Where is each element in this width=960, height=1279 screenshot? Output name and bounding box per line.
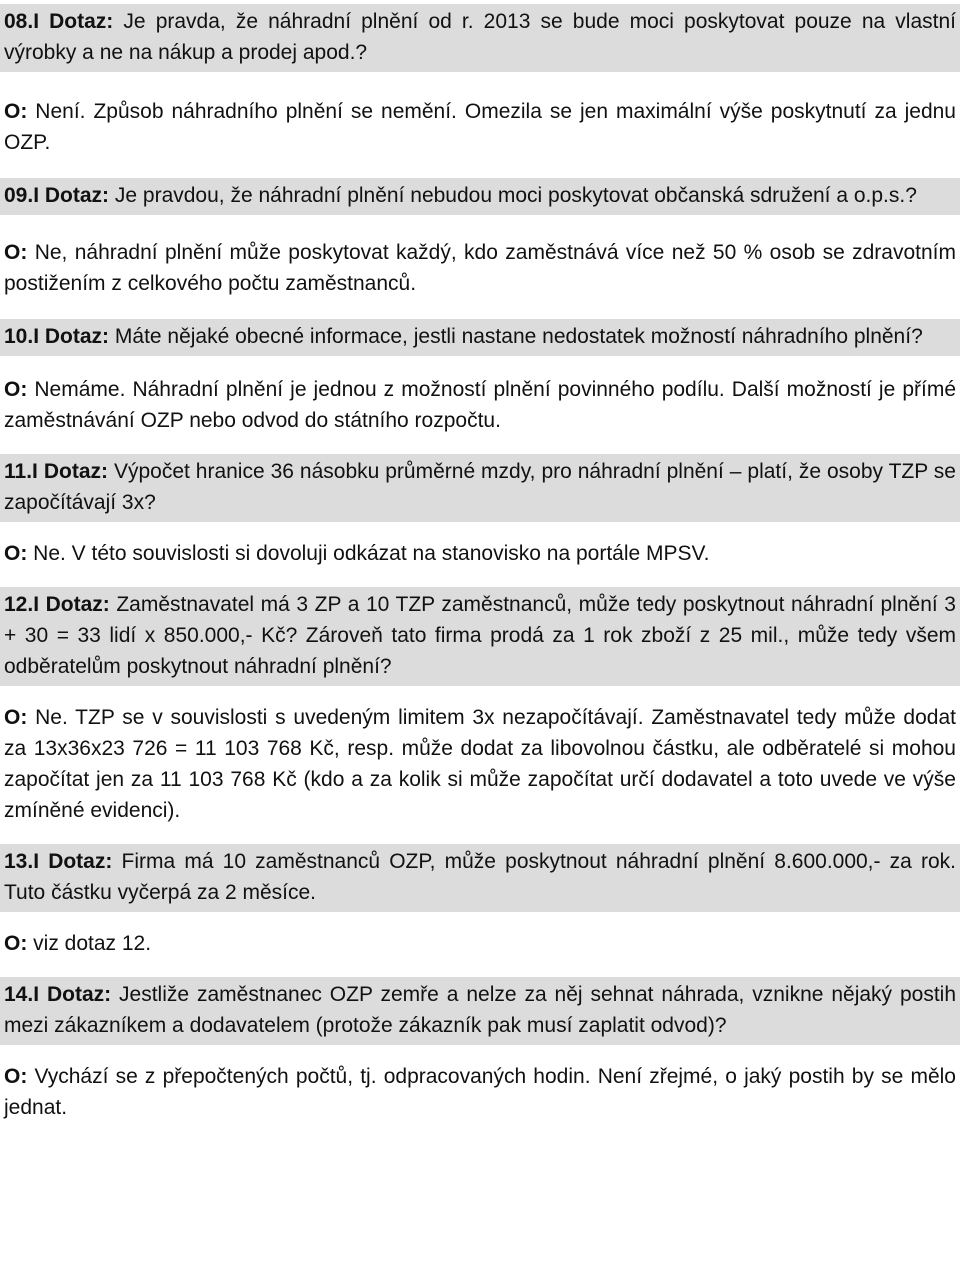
question-14 [0, 977, 960, 1045]
question-label: Dotaz: [49, 10, 114, 33]
question-label: Dotaz: [45, 593, 110, 616]
question-number: 08.I [4, 10, 40, 33]
answer-10 [0, 372, 960, 440]
question-label: Dotaz: [44, 184, 110, 207]
question-13 [0, 844, 960, 912]
question-09 [0, 178, 960, 215]
question-08 [0, 4, 960, 72]
answer-text: Ne. V této souvislosti si dovoluji odkázat na stanovisko na portále MPSV. [33, 542, 710, 565]
answer-text: viz dotaz 12. [33, 932, 152, 955]
question-12 [0, 587, 960, 686]
answer-label: O: [4, 100, 28, 123]
answer-label: O: [4, 542, 28, 565]
question-label: Dotaz: [44, 325, 110, 348]
answer-text: Nemáme. Náhradní plnění je jednou z možností plnění povinného podílu. Další možností je přímé zaměstnávání OZP nebo odvod do státního rozpočtu. [4, 378, 957, 432]
answer-label: O: [4, 241, 28, 264]
question-text: Je pravdou, že náhradní plnění nebudou moci poskytovat občanská sdružení a o.p.s.? [114, 184, 917, 207]
answer-13 [0, 926, 960, 963]
question-text: Je pravda, že náhradní plnění od r. 2013 se bude moci poskytovat pouze na vlastní výrobky a ne na nákup a prodej apod.? [4, 10, 956, 64]
question-number: 12.I [4, 593, 40, 616]
answer-label: O: [4, 706, 28, 729]
question-label: Dotaz: [43, 460, 108, 483]
answer-label: O: [4, 378, 28, 401]
question-number: 13.I [4, 850, 40, 873]
answer-text: Ne. TZP se v souvislosti s uvedeným limitem 3x nezapočítávají. Zaměstnavatel tedy může dodat za 13x36x23 726 = 11 103 768 Kč, resp. může dodat za libovolnou částku, ale odběratelé si mohou započítat jen za 11 103 768 Kč (kdo a za kolik si může započítat určí dodavatel a toto uvede ve výše zmíněné evidenci). [4, 706, 956, 822]
question-number: 09.I [4, 184, 40, 207]
question-text: Jestliže zaměstnanec OZP zemře a nelze za něj sehnat náhrada, vznikne nějaký postih mezi zákazníkem a dodavatelem (protože zákazník pak musí zaplatit odvod)? [4, 983, 957, 1037]
question-number: 14.I [4, 983, 40, 1006]
question-10 [0, 319, 960, 356]
question-number: 10.I [4, 325, 40, 348]
answer-label: O: [4, 932, 28, 955]
question-text: Výpočet hranice 36 násobku průměrné mzdy, pro náhradní plnění – platí, že osoby TZP se započítávají 3x? [4, 460, 956, 514]
answer-text: Vychází se z přepočtených počtů, tj. odpracovaných hodin. Není zřejmé, o jaký postih by se mělo jednat. [4, 1065, 956, 1119]
question-label: Dotaz: [46, 983, 112, 1006]
answer-text: Není. Způsob náhradního plnění se nemění. Omezila se jen maximální výše poskytnutí za jednu OZP. [4, 100, 956, 154]
question-text: Zaměstnavatel má 3 ZP a 10 TZP zaměstnanců, může tedy poskytnout náhradní plnění 3 + 30 = 33 lidí x 850.000,- Kč? Zároveň tato firma prodá za 1 rok zboží z 25 mil., může tedy všem odběratelům poskytnout náhradní plnění? [4, 593, 956, 678]
answer-12 [0, 700, 960, 830]
answer-08 [0, 94, 960, 162]
answer-text: Ne, náhradní plnění může poskytovat každý, kdo zaměstnává více než 50 % osob se zdravotním postižením z celkového počtu zaměstnanců. [4, 241, 956, 295]
question-number: 11.I [4, 460, 38, 483]
question-label: Dotaz: [48, 850, 113, 873]
question-11 [0, 454, 960, 522]
question-text: Firma má 10 zaměstnanců OZP, může poskytnout náhradní plnění 8.600.000,- za rok. Tuto částku vyčerpá za 2 měsíce. [4, 850, 956, 904]
answer-14 [0, 1059, 960, 1127]
question-text: Máte nějaké obecné informace, jestli nastane nedostatek možností náhradního plnění? [114, 325, 923, 348]
answer-11 [0, 536, 960, 573]
answer-label: O: [4, 1065, 28, 1088]
answer-09 [0, 235, 960, 303]
